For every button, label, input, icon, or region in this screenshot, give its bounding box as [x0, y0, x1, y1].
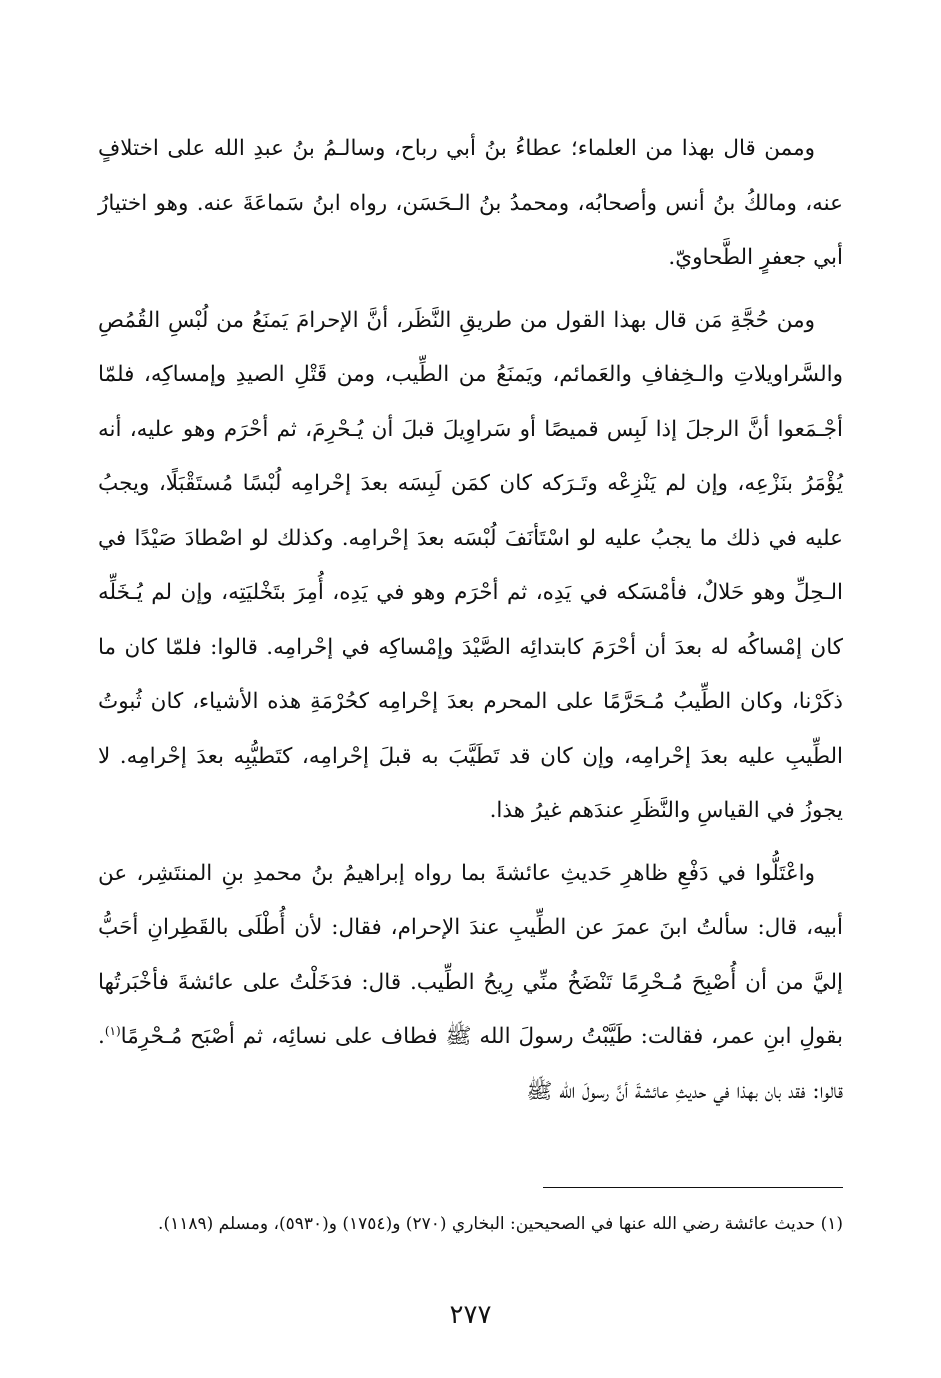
paragraph-1 — [98, 122, 843, 286]
footnote-marker[interactable]: (١) — [104, 1023, 121, 1038]
paragraph-3-text-after: . قالوا: فقد بان بهذا في حديثِ عائشةَ أنَّ رسولَ الله ﷺ — [98, 1024, 843, 1104]
paragraph-1-text: وممن قال بهذا من العلماء؛ عطاءُ بنُ أبي رباح، وسالـمُ بنُ عبدِ الله على اختلافٍ عنه، ومالكُ بنُ أنس وأصحابُه، ومحمدُ بنُ الـحَسَن، رواه ابنُ سَماعَةَ عنه. وهو اختيارُ أبي جعفرٍ الطَّحاويّ. — [98, 136, 843, 270]
footnotes — [98, 1206, 843, 1242]
footnote-1: (١) حديث عائشة رضي الله عنها في الصحيحين: البخاري (٢٧٠) و(١٧٥٤) و(٥٩٣٠)، ومسلم (١١٨٩). — [158, 1214, 843, 1234]
paragraph-3 — [98, 847, 843, 1120]
main-text — [98, 122, 843, 1119]
page-number: ٢٧٧ — [449, 1300, 492, 1330]
paragraph-2-text: ومن حُجَّةِ مَن قال بهذا القول من طريقِ النَّظَر، أنَّ الإحرامَ يَمنَعُ من لُبْسِ القُمُصِ والسَّراويلاتِ والـخِفافِ والعَمائم، ويَمنَعُ من الطِّيب، ومن قَتْلِ الصيدِ وإمساكِه، فلمّا أجْـمَعوا أنَّ الرجلَ إذا لَبِس قميصًا أو سَراوِيلَ قبلَ أن يُـحْرِمَ، ثم أحْرَم وهو عليه، أنه يُؤْمَرُ بنَزْعِه، وإن لم يَنْزِعْه وتَـرَكه كان كمَن لَبِسَه بعدَ إحْرامِه لُبْسًا مُستَقْبَلًا، ويجبُ عليه في ذلك ما يجبُ عليه لو اسْتَأنَفَ لُبْسَه بعدَ إحْرامِه. وكذلك لو اصْطادَ صَيْدًا في الـحِلِّ وهو حَلالٌ، فأمْسَكه في يَدِه، ثم أحْرَم وهو في يَدِه، أُمِرَ بتَخْليَتِه، وإن لم يُـخَلِّه كان إمْساكُه له بعدَ أن أحْرَمَ كابتدائِه الصَّيْدَ وإمْساكِه في إحْرامِه. قالوا: فلمّا كان ما ذكَرْنا، وكان الطِّيبُ مُـحَرَّمًا على المحرم بعدَ إحْرامِه كحُرْمَةِ هذه الأشياء، كان ثُبوتُ الطِّيبِ عليه بعدَ إحْرامِه، وإن كان قد تَطَيَّبَ به قبلَ إحْرامِه، كتَطيُّبِه بعدَ إحْرامِه. لا يجوزُ في القياسِ والنَّظَرِ عندَهم غيرُ هذا. — [98, 307, 844, 823]
footnote-divider — [543, 1187, 843, 1188]
paragraph-3-text: واعْتَلُّوا في دَفْعِ ظاهرِ حَديثِ عائشةَ بما رواه إبراهيمُ بنُ محمدِ بنِ المنتَشِر، عن أبيه، قال: سألتُ ابنَ عمرَ عن الطِّيبِ عندَ الإحرام، فقال: لأن أُطْلَى بالقَطِرانِ أحَبُّ إليَّ من أن أُصْبِحَ مُـحْرِمًا تَنْضَخُ منِّي رِيحُ الطِّيب. قال: فدَخَلْتُ على عائشةَ فأخْبَرتُها بقولِ ابنِ عمر، فقالت: طَيَّبْتُ رسولَ الله ﷺ فطاف على نسائِه، ثم أصْبَح مُـحْرِمًا — [98, 860, 843, 1049]
paragraph-2 — [98, 294, 843, 839]
